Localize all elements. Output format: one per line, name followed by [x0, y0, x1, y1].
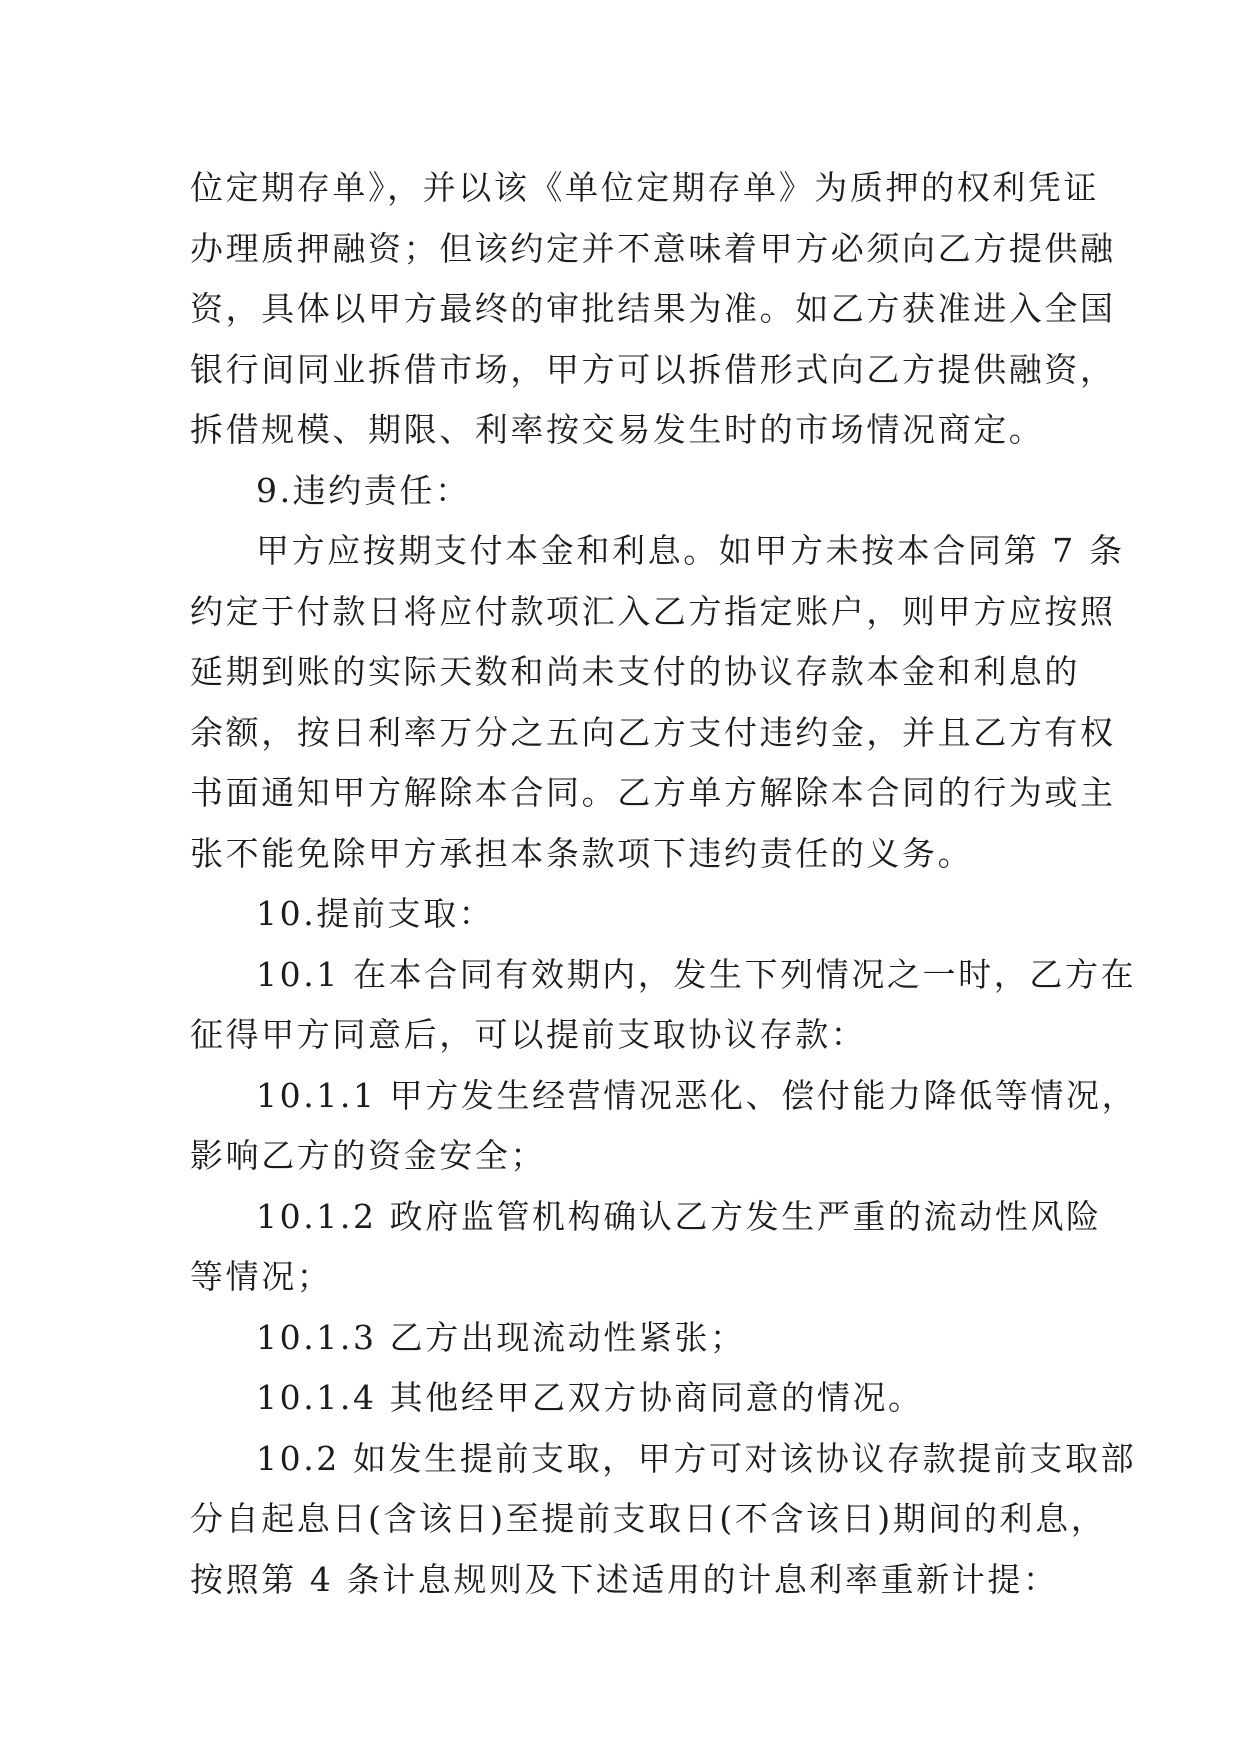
text-line: 征得甲方同意后，可以提前支取协议存款：	[190, 1015, 867, 1054]
text-line: 按照第 4 条计息规则及下述适用的计息利率重新计提：	[190, 1559, 1059, 1599]
text-line: 9.违约责任：	[256, 470, 471, 510]
text-line: 资，具体以甲方最终的审批结果为准。如乙方获准进入全国	[190, 289, 1116, 328]
text-line: 延期到账的实际天数和尚未支付的协议存款本金和利息的	[190, 652, 1080, 691]
text-line: 约定于付款日将应付款项汇入乙方指定账户，则甲方应按照	[190, 591, 1116, 631]
document-body	[190, 158, 1138, 1610]
text-line: 位定期存单》，并以该《单位定期存单》为质押的权利凭证	[190, 168, 1100, 207]
text-line: 10.1.4 其他经甲乙双方协商同意的情况。	[256, 1378, 924, 1417]
text-line: 书面通知甲方解除本合同。乙方单方解除本合同的行为或主	[190, 773, 1116, 812]
text-line: 拆借规模、期限、利率按交易发生时的市场情况商定。	[190, 410, 1045, 449]
text-line: 办理质押融资；但该约定并不意味着甲方必须向乙方提供融	[190, 228, 1116, 268]
text-line: 10.提前支取：	[256, 894, 495, 933]
text-line: 10.1.3 乙方出现流动性紧张；	[256, 1317, 746, 1357]
text-line: 10.1.2 政府监管机构确认乙方发生严重的流动性风险	[256, 1196, 1102, 1236]
text-line: 甲方应按期支付本金和利息。如甲方未按本合同第 7 条	[256, 531, 1125, 570]
text-line: 银行间同业拆借市场，甲方可以拆借形式向乙方提供融资，	[190, 349, 1116, 389]
text-line: 等情况；	[190, 1257, 333, 1296]
text-line: 10.1 在本合同有效期内，发生下列情况之一时，乙方在	[256, 954, 1137, 994]
text-line: 分自起息日(含该日)至提前支取日(不含该日)期间的利息，	[190, 1499, 1107, 1538]
text-line: 张不能免除甲方承担本条款项下违约责任的义务。	[190, 833, 974, 873]
text-line: 10.1.1 甲方发生经营情况恶化、偿付能力降低等情况，	[256, 1075, 1138, 1115]
text-line: 10.2 如发生提前支取，甲方可对该协议存款提前支取部	[256, 1438, 1137, 1478]
text-line: 余额，按日利率万分之五向乙方支付违约金，并且乙方有权	[190, 712, 1116, 752]
text-line: 影响乙方的资金安全；	[190, 1136, 546, 1175]
